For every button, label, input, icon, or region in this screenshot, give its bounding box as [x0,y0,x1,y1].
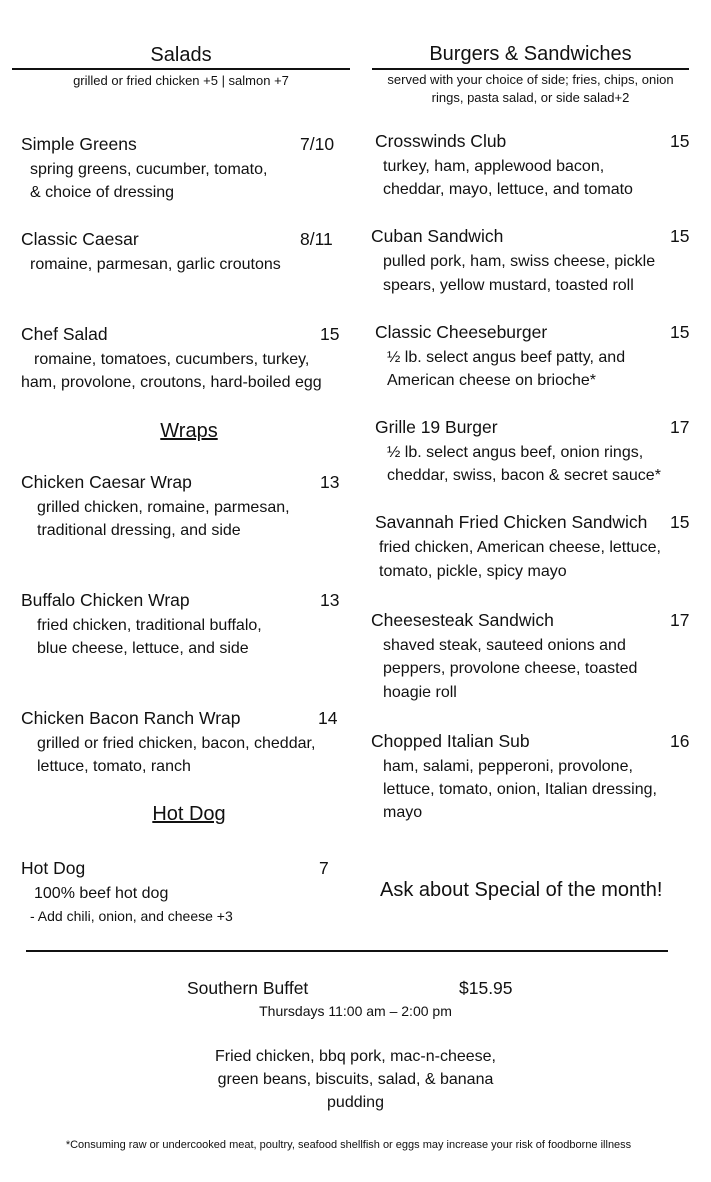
bottom-divider [26,950,668,952]
menu-item-addon: - Add chili, onion, and cheese +3 [30,908,233,924]
menu-item-desc: pulled pork, ham, swiss cheese, pickle [383,253,656,270]
menu-item-desc: peppers, provolone cheese, toasted [383,660,638,677]
menu-item-desc: & choice of dressing [30,184,175,201]
special-of-month: Ask about Special of the month! [380,879,663,901]
menu-item-name: Grille 19 Burger [375,417,498,437]
menu-item-price: 7/10 [300,134,335,154]
burgers-subtitle: rings, pasta salad, or side salad+2 [431,90,630,105]
menu-item-desc: spears, yellow mustard, toasted roll [383,277,634,294]
menu-item-name: Buffalo Chicken Wrap [21,590,190,610]
foodborne-disclaimer: *Consuming raw or undercooked meat, poultry, seafood shellfish or eggs may increase your risk of foodborne illness [65,1139,632,1151]
menu-item-desc: fried chicken, American cheese, lettuce, [379,539,661,556]
buffet-desc: Fried chicken, bbq pork, mac-n-cheese, [214,1048,496,1065]
menu-item-name: Hot Dog [21,858,86,878]
menu-item-price: 14 [318,708,338,728]
salads-divider [12,68,350,70]
menu-item-price: 7 [319,858,329,878]
menu-item-desc: turkey, ham, applewood bacon, [383,158,605,175]
menu-item-name: Chopped Italian Sub [371,731,530,751]
menu-item-name: Chef Salad [21,324,108,344]
burgers-subtitle: served with your choice of side; fries, chips, onion [387,72,674,87]
menu-item-desc: grilled chicken, romaine, parmesan, [37,499,290,516]
menu-item-desc: tomato, pickle, spicy mayo [379,563,567,580]
menu-item-name: Classic Cheeseburger [375,322,548,342]
menu-item-price: 13 [320,472,340,492]
salads-subtitle: grilled or fried chicken +5 | salmon +7 [73,73,289,88]
wraps-title: Wraps [160,420,218,442]
menu-item-price: 8/11 [300,229,333,249]
menu-item-desc: spring greens, cucumber, tomato, [30,161,268,178]
menu-item-desc: hoagie roll [383,684,457,701]
buffet-price: $15.95 [459,978,513,998]
menu-item-price: 16 [670,731,690,751]
menu-item-name: Simple Greens [21,134,137,154]
menu-item-name: Cuban Sandwich [371,226,504,246]
menu-item-desc: romaine, tomatoes, cucumbers, turkey, [34,351,310,368]
menu-item-desc: mayo [383,804,423,821]
menu-item-desc: romaine, parmesan, garlic croutons [30,256,281,273]
menu-item-price: 13 [320,590,340,610]
menu-item-desc: cheddar, swiss, bacon & secret sauce* [387,467,661,484]
menu-item-desc: fried chicken, traditional buffalo, [37,617,262,634]
menu-item-desc: ham, salami, pepperoni, provolone, [383,758,633,775]
menu-item-desc: cheddar, mayo, lettuce, and tomato [383,181,633,198]
menu-item-desc: ½ lb. select angus beef, onion rings, [387,444,644,461]
menu-item-desc: traditional dressing, and side [37,522,241,539]
hotdog-title: Hot Dog [152,803,226,825]
menu-item-price: 15 [670,512,690,532]
menu-item-price: 15 [320,324,340,344]
burgers-title: Burgers & Sandwiches [429,43,632,65]
menu-item-desc: American cheese on brioche* [387,372,597,389]
menu-item-desc: ½ lb. select angus beef patty, and [387,349,626,366]
menu-item-price: 17 [670,610,690,630]
menu-item-name: Cheesesteak Sandwich [371,610,554,630]
menu-item-name: Chicken Bacon Ranch Wrap [21,708,241,728]
menu-item-name: Crosswinds Club [375,131,507,151]
menu-item-price: 15 [670,226,690,246]
salads-title: Salads [150,44,212,66]
menu-item-name: Savannah Fried Chicken Sandwich [375,512,648,532]
buffet-name: Southern Buffet [187,978,309,998]
menu-item-name: Classic Caesar [21,229,139,249]
menu-item-desc: blue cheese, lettuce, and side [37,640,249,657]
menu-item-desc: 100% beef hot dog [34,885,169,902]
menu-item-price: 17 [670,417,690,437]
burgers-divider [372,68,689,70]
menu-item-price: 15 [670,322,690,342]
menu-item-desc: shaved steak, sauteed onions and [383,637,626,654]
menu-item-desc: grilled or fried chicken, bacon, cheddar, [37,735,316,752]
menu-item-name: Chicken Caesar Wrap [21,472,192,492]
buffet-desc: pudding [327,1094,384,1111]
menu-item-price: 15 [670,131,690,151]
menu-item-desc: ham, provolone, croutons, hard-boiled egg [21,374,322,391]
menu-item-desc: lettuce, tomato, onion, Italian dressing, [383,781,657,798]
menu-item-desc: lettuce, tomato, ranch [37,758,191,775]
buffet-schedule: Thursdays 11:00 am – 2:00 pm [259,1003,452,1019]
buffet-desc: green beans, biscuits, salad, & banana [217,1071,494,1088]
